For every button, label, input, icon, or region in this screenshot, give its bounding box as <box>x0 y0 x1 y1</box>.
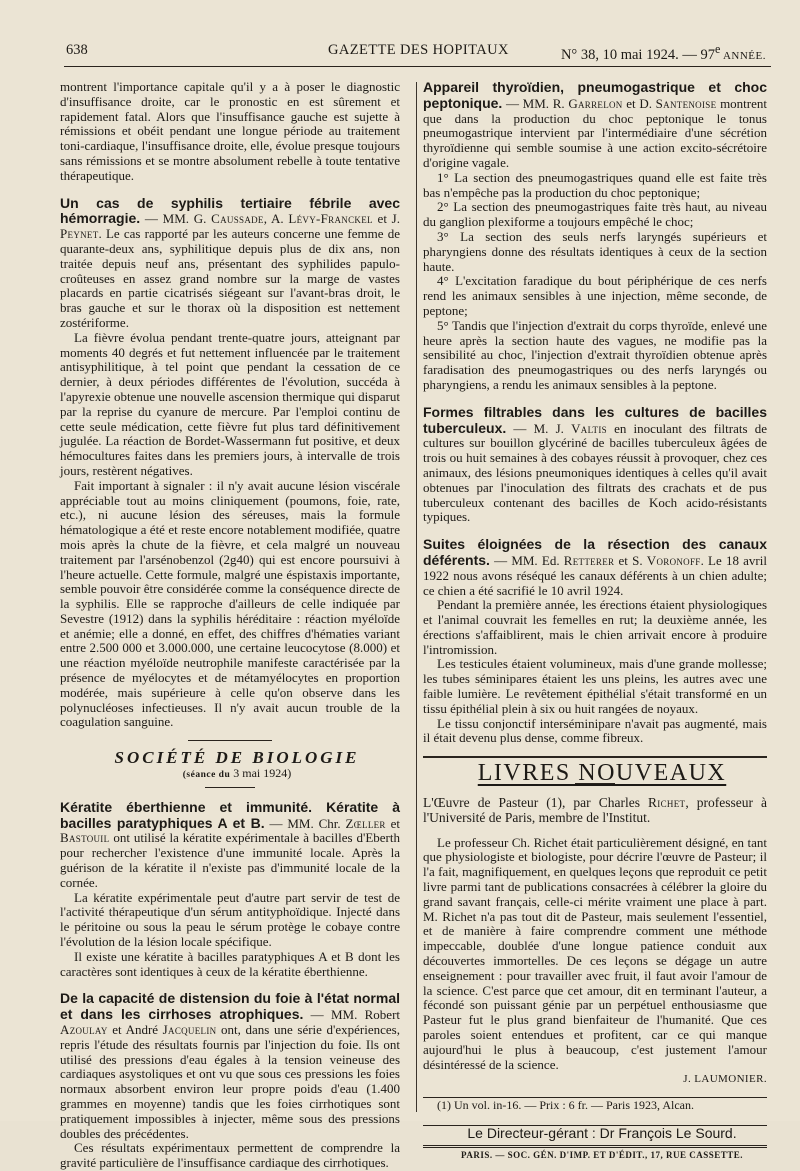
director-line: Le Directeur-gérant : Dr François Le Sourd. <box>467 1125 737 1141</box>
article-title: Suites éloignées de la résection des canaux déférents. <box>423 536 767 568</box>
list-item: 3° La section des seuls nerfs laryngés supérieurs et pharyngiens donne des résultats identiques à ceux de la section haute. <box>423 228 767 274</box>
book-review: Le professeur Ch. Richet était particulièrement désigné, en tant que physiologiste et biologiste, pour décrire l'œuvre de Pasteur; il l'a fait, magnifiquement, en quelques leçons que reproduit ce petit livre parmi tant de publications consacrées à célébrer la gloire du grand savant français, celle-ci mérite vraiment une place à part. M. Richet n'a pas tout dit de Pasteur, mais seulement l'essentiel, et de manière à faire comprendre comment une méthode impeccable, doublée d'une longue patience conduit aux découvertes immortelles. De ces leçons se dégage un autre enseignement : pour travailler avec fruit, il faut avoir l'amour de la science. C'est parce que cet amour, dit en terminant l'auteur, a fécondé son puissant génie par un perpétuel enthousiasme que Pasteur fut le plus grand bienfaiteur de l'humanité. Que ces paroles soient entendues et profitent, car ce qui manque aujourd'hui le plus à beaucoup, c'est justement l'amour désintéressé de la science. <box>423 834 767 1072</box>
section-title: LIVRES NOUVEAUX <box>477 760 727 787</box>
divider <box>205 787 255 788</box>
session-date: (séance du 3 mai 1924) <box>182 766 292 781</box>
header-rule <box>64 66 771 67</box>
divider <box>188 740 272 741</box>
article-title: Appareil thyroïdien, pneumogastrique et choc peptonique. <box>423 79 767 111</box>
paragraph: Ces résultats expérimentaux permettent de comprendre la gravité particulière de l'insuffisance cardiaque des cirrhotiques. <box>60 1140 400 1171</box>
column-divider <box>416 82 417 1112</box>
article-title: Formes filtrables dans les cultures de bacilles tuberculeux. <box>423 403 767 436</box>
paragraph: montrent l'importance capitale qu'il y a à poser le diagnostic d'insuffisance droite, car le pronostic en est sûrement et rapidement fatal. Alors que l'insuffisance gauche est sujette à rémissions et obéit pendant une longue période au traitement toni-cardiaque, l'insuffisance droite, elle, évolue presque toujours sans rémissions et se montre absolument rebelle à toute tentative thérapeutique. <box>60 79 400 183</box>
page-number: 638 <box>66 42 88 58</box>
right-column: Appareil thyroïdien, pneumogastrique et choc peptonique. — MM. R. Garrelon et D. Santenoise montrent que dans la production du choc peptonique le tonus pneumogastrique intervient par l'intermédiaire d'une sécrétion thyroïdienne qui semble soumise à une action excito-sécrétoire d'origine vagale. 1° La section des pneumogastriques quand elle est faite très bas n'empêche pas la production du choc peptonique; 2° La section des pneumogastriques faite très haut, au niveau du ganglion plexiforme a toujours empêché le choc; 3° La section des seuls nerfs laryngés supérieurs et pharyngiens donne des résultats identiques à ceux de la section haute. 4° L'excitation faradique du bout périphérique de ces nerfs rend les animaux sensibles à une injection, même seconde, de peptone; 5° Tandis que l'injection d'extrait du corps thyroïde, enlevé une heure après la section haute des vagues, ne modifie pas la sensibilité au choc, l'injection d'extrait thyroïdien obtenue après faradisation des pneumogastriques ou des nerfs laryngés ou pharyngiens, a rendu les animaux sensibles à la peptone. Formes filtrables dans les cultures de bacilles tuberculeux. — M. J. Valtis en inoculant des filtrats de cultures sur bouillon glycériné de bacilles tuberculeux âgées de trois ou huit semaines à des cobayes réussit à provoquer, chez ces animaux, des lésions pneumoniques identiques à celles qu'il avait obtenues par l'inoculation des filtrats des crachats et de pus tuberculeux contenant des bacilles de Koch acido-résistants typiques. Suites éloignées de la résection des canaux déférents. — MM. Ed. Retterer et S. Voronoff. Le 18 avril 1922 nous avons réséqué les canaux déférents à un chien adulte; ce chien a été sacrifié le 10 avril 1924. Pendant la première année, les érections étaient physiologiques et l'animal couvrait les femelles en rut; la deuxième année, les érections s'affaiblirent, mais le chien arrivait encore à produire l'intromission. Les testicules étaient volumineux, mais d'une grande mollesse; les tubes séminipares étaient les uns pleins, les autres avec une faible lumière. Le revêtement épithélial s'était transformé en un tissu épithélial plein à six ou huit rangées de noyaux. Le tissu conjonctif interséminipare n'avait pas augmenté, mais il était devenu plus dense, comme fibreux. LIVRES NOUVEAUX L'Œuvre de Pasteur (1), par Charles Richet, professeur à l'Université de Paris, membre de l'Institut. Le professeur Ch. Richet était particulièrement désigné, en tant que physiologiste et biologiste, pour décrire l'œuvre de Pasteur; il l'a fait, magnifiquement, en quelques leçons que reproduit ce petit livre parmi tant de publications consacrées à célébrer la gloire du grand savant français, celle-ci mérite vraiment une place à part. M. Richet n'a pas tout dit de Pasteur, mais seulement l'essentiel, et de manière à faire comprendre comment une méthode impeccable, doublée d'une longue patience conduit aux découvertes immortelles. De ces leçons se dégage un autre enseignement : pour travailler avec fruit, il faut avoir l'amour de la science. C'est parce que cet amour, dit en terminant l'auteur, a fécondé son puissant génie par un perpétuel enthousiasme que Pasteur fut le plus grand bienfaiteur de l'humanité. Que ces paroles soient entendues et profitent, car ce qui manque aujourd'hui le plus à beaucoup, c'est justement l'amour désintéressé de la science. J. LAUMONIER. (1) Un vol. in-16. — Prix : 6 fr. — Paris 1923, Alcan. Le Directeur-gérant : Dr François Le Sourd. PARIS. — SOC. GÉN. D'IMP. ET D'ÉDIT., 17, RUE CASSETTE. <box>423 80 767 1163</box>
footnote: (1) Un vol. in-16. — Prix : 6 fr. — Paris 1923, Alcan. <box>437 1098 694 1113</box>
article-title: Kératite éberthienne et immunité. Kératite à bacilles paratyphiques A et B. <box>60 798 400 831</box>
paragraph: La fièvre évolua pendant trente-quatre jours, atteignant par moments 40 degrés et fut nettement influencée par le traitement antisyphilitique, à tel point que pendant la cessation de ce dernier, à deux périodes différentes de l'évolution, succéda à l'apyrexie obtenue une nouvelle ascension thermique qui disparut par la reprise du cyanure de mercure. Par l'emploi continu de cette seule médication, cette fièvre fut plus tard définitivement jugulée. La réaction de Bordet-Wassermann fut positive, et deux hémocultures faites dans les premiers jours, à intervalle de trois jours, restèrent négatives. <box>60 329 400 478</box>
page-header <box>66 42 766 64</box>
left-column: montrent l'importance capitale qu'il y a à poser le diagnostic d'insuffisance droite, car le pronostic en est sûrement et rapidement fatal. Alors que l'insuffisance gauche est sujette à rémissions et obéit pendant une longue période au traitement toni-cardiaque, l'insuffisance droite, elle, évolue presque toujours sans rémissions et se montre absolument rebelle à toute tentative thérapeutique. Un cas de syphilis tertiaire fébrile avec hémorragie. — MM. G. Caussade, A. Lévy-Franckel et J. Peynet. Le cas rapporté par les auteurs concerne une femme de quarante-deux ans, syphilitique depuis plus de dix ans, non traitée depuis neuf ans, présentant des syphilides papulo-croûteuses en assez grand nombre sur la marge de vastes placards en partie cicatrisés siégeant sur l'avant-bras droit, le bras gauche et sur le thorax où la disposition est nettement zostériforme. La fièvre évolua pendant trente-quatre jours, atteignant par moments 40 degrés et fut nettement influencée par le traitement antisyphilitique, à tel point que pendant la cessation de ce dernier, à deux périodes différentes de l'évolution, succéda à l'apyrexie obtenue une nouvelle ascension thermique qui disparut par la reprise du cyanure de mercure. Par l'emploi continu de cette seule médication, cette fièvre fut plus tard définitivement jugulée. La réaction de Bordet-Wassermann fut positive, et deux hémocultures faites dans les premiers jours, à intervalle de trois jours, restèrent négatives. Fait important à signaler : il n'y avait aucune lésion viscérale appréciable tout au moins cliniquement (poumons, foie, rate, etc.), ni aucune lésion des séreuses, mais la formule hématologique a été et reste encore notablement modifiée, quatre mois après la chute de la fièvre, et cela malgré un nouveau traitement par l'arsénobenzol (2g40) qui est encore poursuivi à l'heure actuelle. Cette formule, malgré une éspistaxis importante, semble pouvoir être considérée comme la conséquence directe de la syphilis. Elle se rapproche d'ailleurs de celle indiquée par Sevestre (1912) dans la syphilis héréditaire : réaction myéloïde et anémie; elle a donné, en effet, des chiffres d'hématies variant entre 2.500 000 et 3.000.000, une certaine leucocytose (8.000) et une réaction myéloïde neutrophile manifeste caractérisée par la présence de myélocytes et de métamyélocytes en proportion modérée, mais supérieure à celle qu'on observe dans les polynucléoses infectieuses. Il n'y avait aucun trouble de la coagulation sanguine. SOCIÉTÉ DE BIOLOGIE (séance du 3 mai 1924) Kératite éberthienne et immunité. Kératite à bacilles paratyphiques A et B. — MM. Chr. Zœller et Bastouil ont utilisé la kératite expérimentale à bacilles d'Eberth pour rechercher l'existence d'une immunité locale. Après la guérison de la kératite il n'existe pas d'immunité locale de la cornée. La kératite expérimentale peut d'autre part servir de test de l'activité thérapeutique d'un sérum antityphoïdique. Injecté dans le péritoine ou sous la peau le sérum protège le cobaye contre l'évolution de la lésion locale spécifique. Il existe une kératite à bacilles paratyphiques A et B dont les caractères sont identiques à ceux de la kératite éberthienne. De la capacité de distension du foie à l'état normal et dans les cirrhoses atrophiques. — MM. Robert Azoulay et André Jacquelin ont, dans une série d'expériences, repris l'étude des résultats fournis par l'injection du foie. Ils ont utilisé des pressions d'eau égales à la tension veineuse des cardiaques asystoliques et ont vu que sous ces pressions les foies normaux absorbent environ leur propre poids d'eau (1.400 grammes en moyenne) tandis que les foies cirrhotiques sont pratiquement impossibles à injecter, même sous des pressions doubles des précédentes. Ces résultats expérimentaux permettent de comprendre la gravité particulière de l'insuffisance cardiaque des cirrhotiques. <box>60 79 401 1171</box>
list-item: 5° Tandis que l'injection d'extrait du corps thyroïde, enlevé une heure après la section haute des vagues, ne modifie pas la sensibilité au choc, l'injection d'extrait thyroïdien obtenue après faradisation des pneumogastriques ou des nerfs laryngés ou pharyngiens, a rendu les animaux sensibles à la peptone. <box>423 317 767 392</box>
list-item: 1° La section des pneumogastriques quand elle est faite très bas n'empêche pas la production du choc peptonique; <box>423 169 767 200</box>
list-item: 2° La section des pneumogastriques faite très haut, au niveau du ganglion plexiforme a toujours empêché le choc; <box>423 199 767 230</box>
printer-line: PARIS. — SOC. GÉN. D'IMP. ET D'ÉDIT., 17, RUE CASSETTE. <box>461 1149 743 1160</box>
paragraph: Les testicules étaient volumineux, mais d'une grande mollesse; les tubes séminipares étaient les uns pleins, les autres avec une faible lumière. Le revêtement épithélial s'était transformé en un tissu épithélial plein à six ou huit rangées de noyaux. <box>423 656 767 716</box>
review-signature: J. LAUMONIER. <box>683 1073 767 1086</box>
paragraph: La kératite expérimentale peut d'autre part servir de test de l'activité thérapeutique d'un sérum antityphoïdique. Injecté dans le péritoine ou sous la peau le sérum protège le cobaye contre l'évolution de la lésion locale spécifique. <box>60 889 400 950</box>
paragraph: Fait important à signaler : il n'y avait aucune lésion viscérale appréciable tout au moins cliniquement (poumons, foie, rate, etc.), ni aucune lésion des séreuses, mais la formule hématologique a été et reste encore notablement modifiée, quatre mois après la chute de la fièvre, et cela malgré un nouveau traitement par l'arsénobenzol (2g40) qui est encore poursuivi à l'heure actuelle. Cette formule, malgré une éspistaxis importante, semble pouvoir être considérée comme la conséquence directe de la syphilis. Elle se rapproche d'ailleurs de celle indiquée par Sevestre (1912) dans la syphilis héréditaire : réaction myéloïde et anémie; elle a donné, en effet, des chiffres d'hématies variant entre 2.500 000 et 3.000.000, une certaine leucocytose (8.000) et une réaction myéloïde neutrophile manifeste caractérisée par la présence de myélocytes et de métamyélocytes en proportion modérée, mais supérieure à celle qu'on observe dans les polynucléoses infectieuses. Il n'y avait aucun trouble de la coagulation sanguine. <box>60 477 401 730</box>
list-item: 4° L'excitation faradique du bout périphérique de ces nerfs rend les animaux sensibles à une injection, même seconde, de peptone; <box>423 273 767 318</box>
book-heading: L'Œuvre de Pasteur (1), par Charles Richet, professeur à l'Université de Paris, membre de l'Institut. <box>423 795 767 825</box>
paragraph: Le tissu conjonctif interséminipare n'avait pas augmenté, mais il était devenu plus dense, comme fibreux. <box>423 715 767 746</box>
paragraph: Il existe une kératite à bacilles paratyphiques A et B dont les caractères sont identiques à ceux de la kératite éberthienne. <box>60 948 400 979</box>
section-rule <box>423 756 767 758</box>
section-title: SOCIÉTÉ DE BIOLOGIE <box>114 748 360 768</box>
article-title: De la capacité de distension du foie à l'état normal et dans les cirrhoses atrophiques. <box>60 990 400 1023</box>
paragraph: Pendant la première année, les érections étaient physiologiques et l'animal couvrait les femelles en rut; la deuxième année, les érections s'affaiblirent, mais le chien arrivait encore à produire l'intromission. <box>423 597 767 657</box>
journal-title: GAZETTE DES HOPITAUX <box>328 42 509 58</box>
issue-info: N° 38, 10 mai 1924. — 97e ANNÉE. <box>560 42 766 63</box>
article-title: Un cas de syphilis tertiaire fébrile avec hémorragie. <box>60 194 400 227</box>
